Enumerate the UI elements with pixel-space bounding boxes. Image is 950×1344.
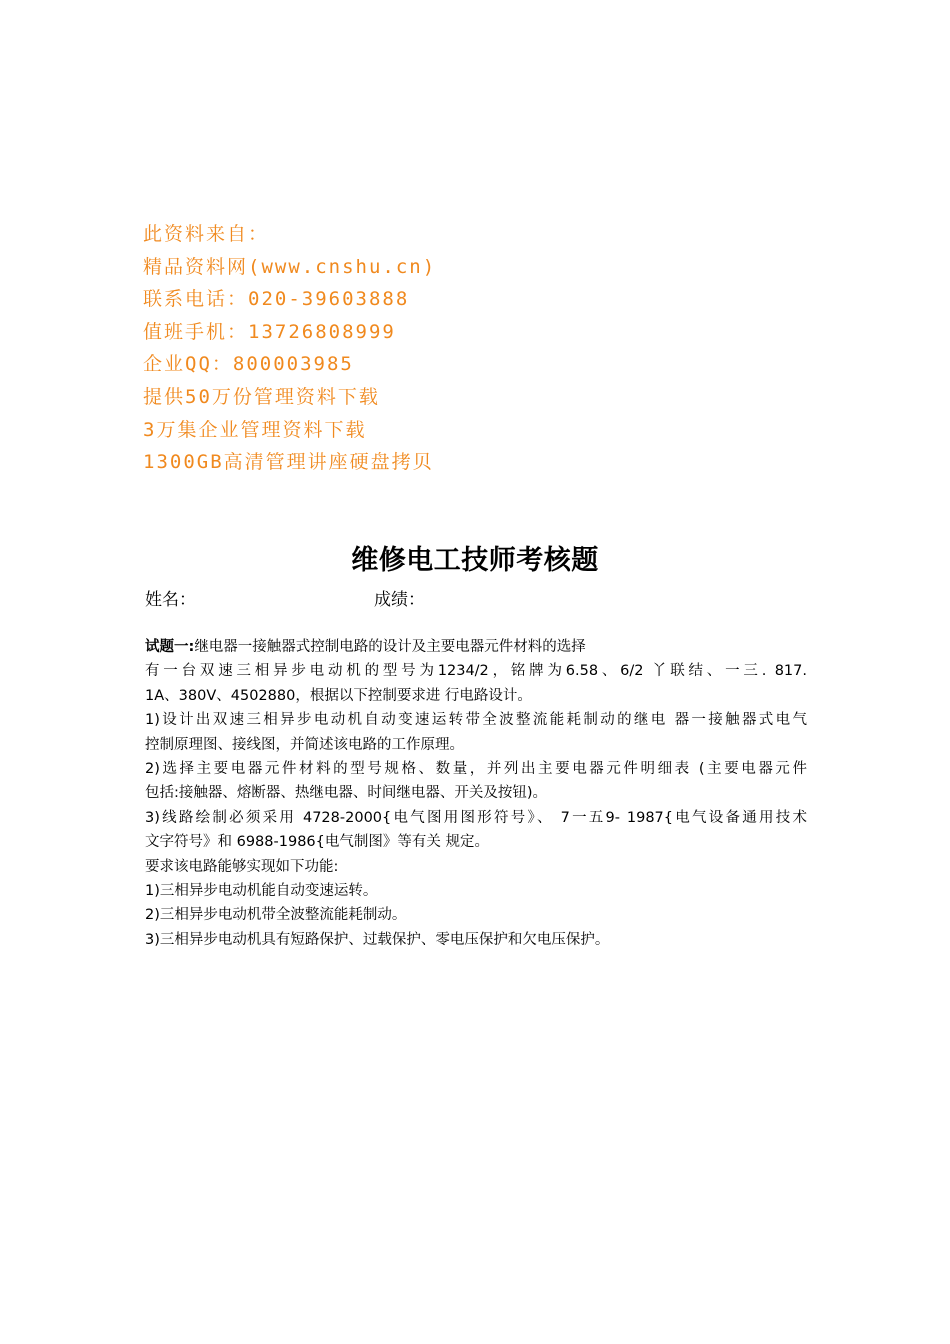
- score-field-label: 成绩：: [374, 590, 425, 610]
- paragraph-line: 要求该电路能够实现如下功能:: [145, 858, 339, 875]
- promo-line-website: 精品资料网(www.cnshu.cn): [143, 255, 437, 278]
- question-topic: 继电器一接触器式控制电路的设计及主要电器元件材料的选择: [194, 639, 586, 655]
- paragraph-line: 有一台双速三相异步电动机的型号为1234/2，铭牌为6.58、6/2 丫联结、一三. 817.: [145, 663, 807, 680]
- paragraph-line: 包括:接触器、熔断器、热继电器、时间继电器、开关及按钮)。: [145, 785, 548, 802]
- promo-line-offer-docs: 提供50万份管理资料下载: [143, 385, 380, 408]
- promo-line-qq: 企业QQ：800003985: [143, 353, 354, 376]
- promo-line-source: 此资料来自：: [143, 223, 270, 245]
- question-body: [145, 635, 807, 952]
- name-field-label: 姓名：: [145, 590, 196, 610]
- promo-line-phone: 联系电话：020-39603888: [143, 288, 410, 311]
- paragraph-line: 控制原理图、接线图，并简述该电路的工作原理。: [145, 736, 464, 753]
- promo-block: [143, 218, 703, 479]
- question-number: 试题一:: [145, 639, 195, 655]
- paragraph-line: 文字符号》和 6988-1986{电气制图》等有关 规定。: [145, 834, 489, 851]
- paragraph-line: 3)线路绘制必须采用 4728-2000{电气图用图形符号》、 7一五9- 1987{电气设备通用技术: [145, 809, 807, 826]
- list-item: 2)三相异步电动机带全波整流能耗制动。: [145, 907, 407, 924]
- list-item: 3)三相异步电动机具有短路保护、过载保护、零电压保护和欠电压保护。: [145, 931, 610, 948]
- paragraph-line: 2)选择主要电器元件材料的型号规格、数量，并列出主要电器元件明细表 (主要电器元件: [145, 761, 807, 778]
- promo-line-offer-disk: 1300GB高清管理讲座硬盘拷贝: [143, 451, 434, 474]
- question-heading-line: [145, 635, 807, 659]
- promo-line-offer-sets: 3万集企业管理资料下载: [143, 418, 367, 441]
- promo-line-mobile: 值班手机：13726808999: [143, 320, 396, 343]
- paragraph-line: 1A、380V、4502880，根据以下控制要求进 行电路设计。: [145, 687, 532, 704]
- paragraph-line: 1)设计出双速三相异步电动机自动变速运转带全波整流能耗制动的继电 器一接触器式电气: [145, 712, 807, 729]
- list-item: 1)三相异步电动机能自动变速运转。: [145, 883, 378, 900]
- document-title: 维修电工技师考核题: [351, 545, 599, 576]
